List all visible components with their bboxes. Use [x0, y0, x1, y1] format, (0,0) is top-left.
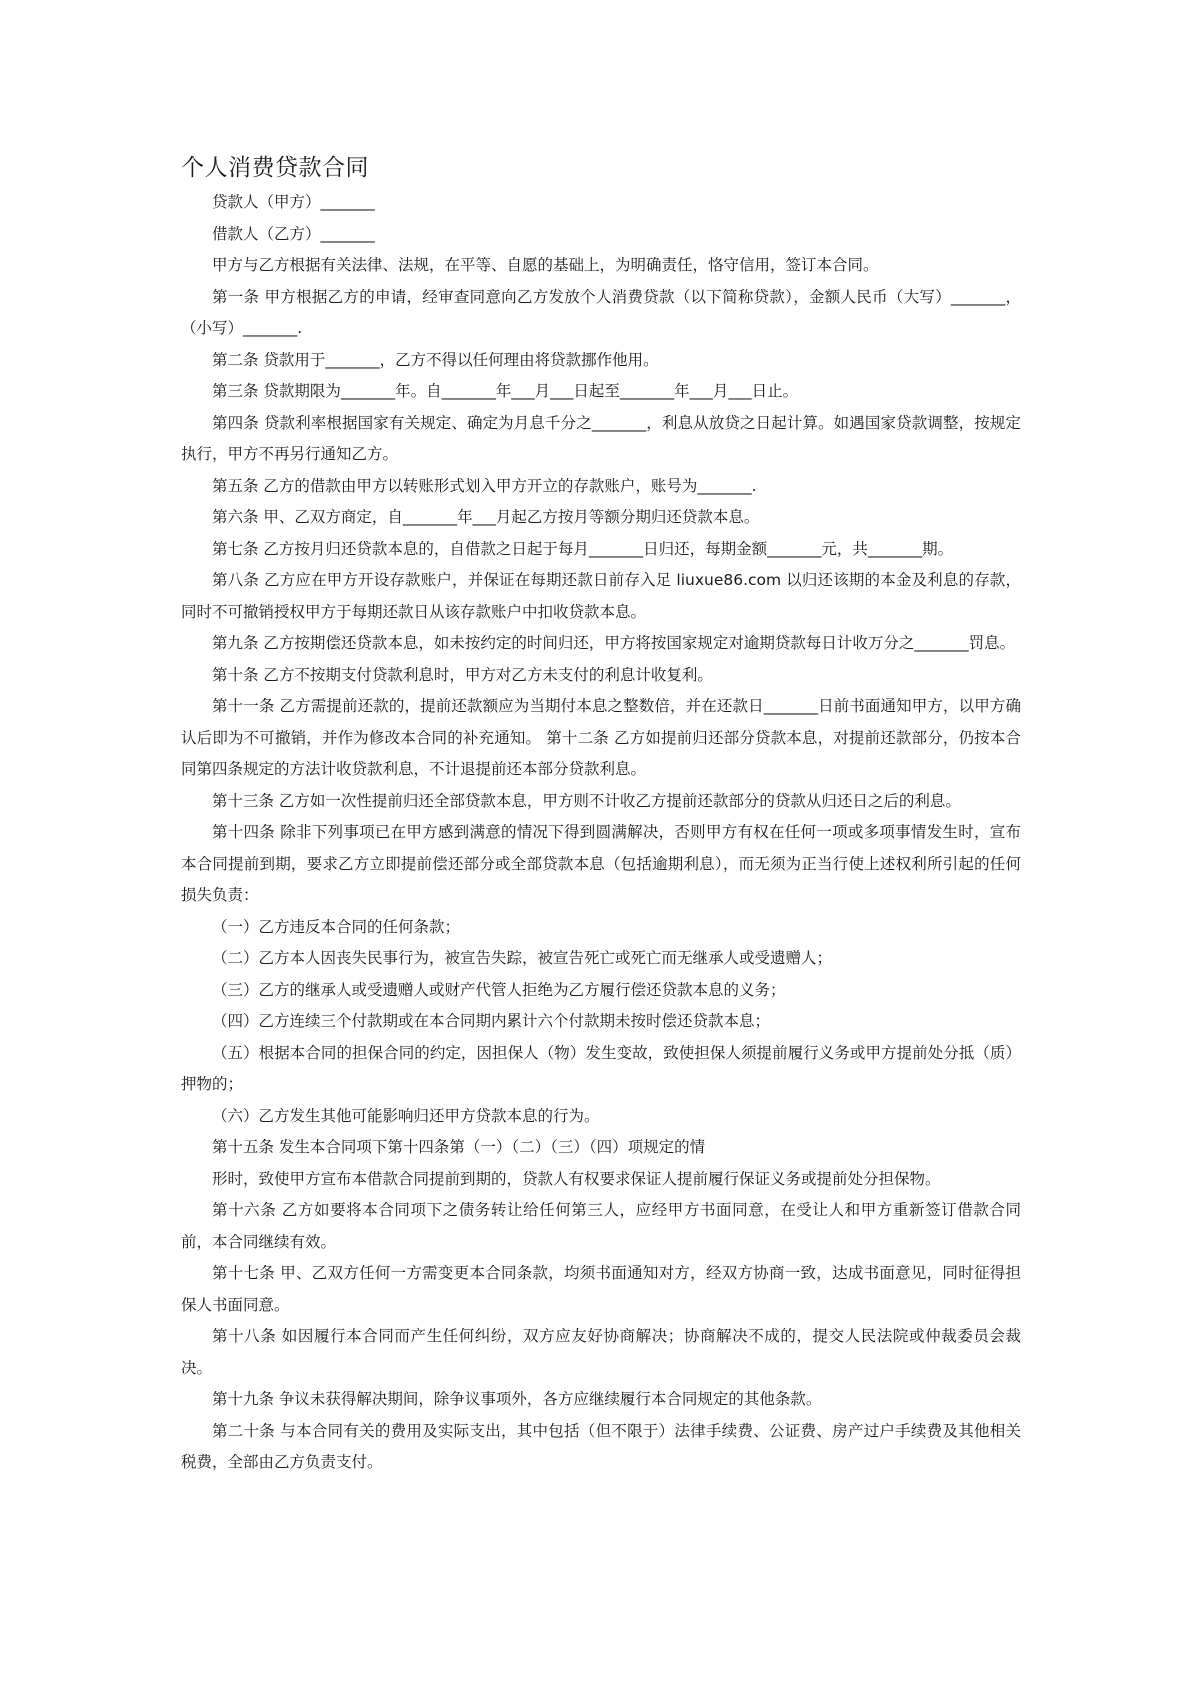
article-14-item-1: （一）乙方违反本合同的任何条款；: [212, 917, 461, 936]
article-9: 第九条 乙方按期偿还贷款本息，如未按约定的时间归还，甲方将按国家规定对逾期贷款每日计收万分之_______罚息。: [212, 634, 1016, 652]
article-6: 第六条 甲、乙双方商定，自_______年___月起乙方按月等额分期归还贷款本息。: [212, 508, 760, 526]
contract-document: [181, 150, 1021, 1479]
article-14: 第十四条 除非下列事项已在甲方感到满意的情况下得到圆满解决，否则甲方有权在任何一项或多项事情发生时，宣布本合同提前到期，要求乙方立即提前偿还部分或全部贷款本息（包括逾期利息），而无须为正当行使上述权利所引起的任何损失负责：: [181, 823, 1021, 904]
article-1: 第一条 甲方根据乙方的申请，经审查同意向乙方发放个人消费贷款（以下简称贷款），金额人民币（大写）_______，（小写）_______.: [181, 287, 1021, 337]
article-2: 第二条 贷款用于_______，乙方不得以任何理由将贷款挪作他用。: [212, 350, 659, 369]
party-lender: 贷款人（甲方）_______: [212, 193, 375, 211]
article-14-item-3: （三）乙方的继承人或受遗赠人或财产代管人拒绝为乙方履行偿还贷款本息的义务；: [212, 980, 786, 999]
article-8: 第八条 乙方应在甲方开设存款账户，并保证在每期还款日前存入足 liuxue86.com 以归还该期的本金及利息的存款，同时不可撤销授权甲方于每期还款日从该存款账户中扣收贷款本息。: [181, 571, 1021, 621]
article-13: 第十三条 乙方如一次性提前归还全部贷款本息，甲方则不计收乙方提前还款部分的贷款从归还日之后的利息。: [212, 791, 961, 810]
article-10: 第十条 乙方不按期支付贷款利息时，甲方对乙方未支付的利息计收复利。: [212, 665, 713, 684]
article-15: 第十五条 发生本合同项下第十四条第（一）（二）（三）（四）项规定的情: [212, 1138, 706, 1156]
article-3: 第三条 贷款期限为_______年。自_______年___月___日起至_______年___月___日止。: [212, 382, 799, 400]
article-14-item-4: （四）乙方连续三个付款期或在本合同期内累计六个付款期未按时偿还贷款本息；: [212, 1012, 771, 1030]
article-14-item-5: （五）根据本合同的担保合同的约定，因担保人（物）发生变故，致使担保人须提前履行义务或甲方提前处分抵（质）押物的；: [181, 1043, 1021, 1093]
article-16: 第十六条 乙方如要将本合同项下之债务转让给任何第三人，应经甲方书面同意，在受让人和甲方重新签订借款合同前，本合同继续有效。: [181, 1201, 1021, 1251]
article-7: 第七条 乙方按月归还贷款本息的，自借款之日起于每月_______日归还，每期金额_______元，共_______期。: [212, 539, 954, 558]
article-5: 第五条 乙方的借款由甲方以转账形式划入甲方开立的存款账户，账号为_______.: [212, 476, 757, 495]
preamble: 甲方与乙方根据有关法律、法规，在平等、自愿的基础上，为明确责任，恪守信用，签订本合同。: [212, 256, 879, 274]
article-4: 第四条 贷款利率根据国家有关规定、确定为月息千分之_______，利息从放贷之日起计算。如遇国家贷款调整，按规定执行，甲方不再另行通知乙方。: [181, 413, 1021, 463]
article-18: 第十八条 如因履行本合同而产生任何纠纷，双方应友好协商解决；协商解决不成的，提交人民法院或仲裁委员会裁决。: [181, 1327, 1021, 1377]
party-borrower: 借款人（乙方）_______: [212, 224, 375, 243]
article-15-continued: 形时，致使甲方宣布本借款合同提前到期的，贷款人有权要求保证人提前履行保证义务或提前处分担保物。: [212, 1169, 941, 1188]
article-19: 第十九条 争议未获得解决期间，除争议事项外，各方应继续履行本合同规定的其他条款。: [212, 1390, 822, 1408]
article-20: 第二十条 与本合同有关的费用及实际支出，其中包括（但不限于）法律手续费、公证费、房产过户手续费及其他相关税费，全部由乙方负责支付。: [181, 1421, 1021, 1471]
article-17: 第十七条 甲、乙双方任何一方需变更本合同条款，均须书面通知对方，经双方协商一致，达成书面意见，同时征得担保人书面同意。: [181, 1264, 1021, 1314]
article-11-12: 第十一条 乙方需提前还款的，提前还款额应为当期付本息之整数倍，并在还款日_______日前书面通知甲方，以甲方确认后即为不可撤销，并作为修改本合同的补充通知。 第十二条 乙方如提前归还部分贷款本息，对提前还款部分，仍按本合同第四条规定的方法计收贷款利息，不计退提前还本部分贷款利息。: [181, 697, 1021, 778]
document-title: 个人消费贷款合同: [181, 155, 369, 181]
article-14-item-2: （二）乙方本人因丧失民事行为，被宣告失踪，被宣告死亡或死亡而无继承人或受遗赠人；: [212, 949, 833, 967]
article-14-item-6: （六）乙方发生其他可能影响归还甲方贷款本息的行为。: [212, 1106, 600, 1125]
